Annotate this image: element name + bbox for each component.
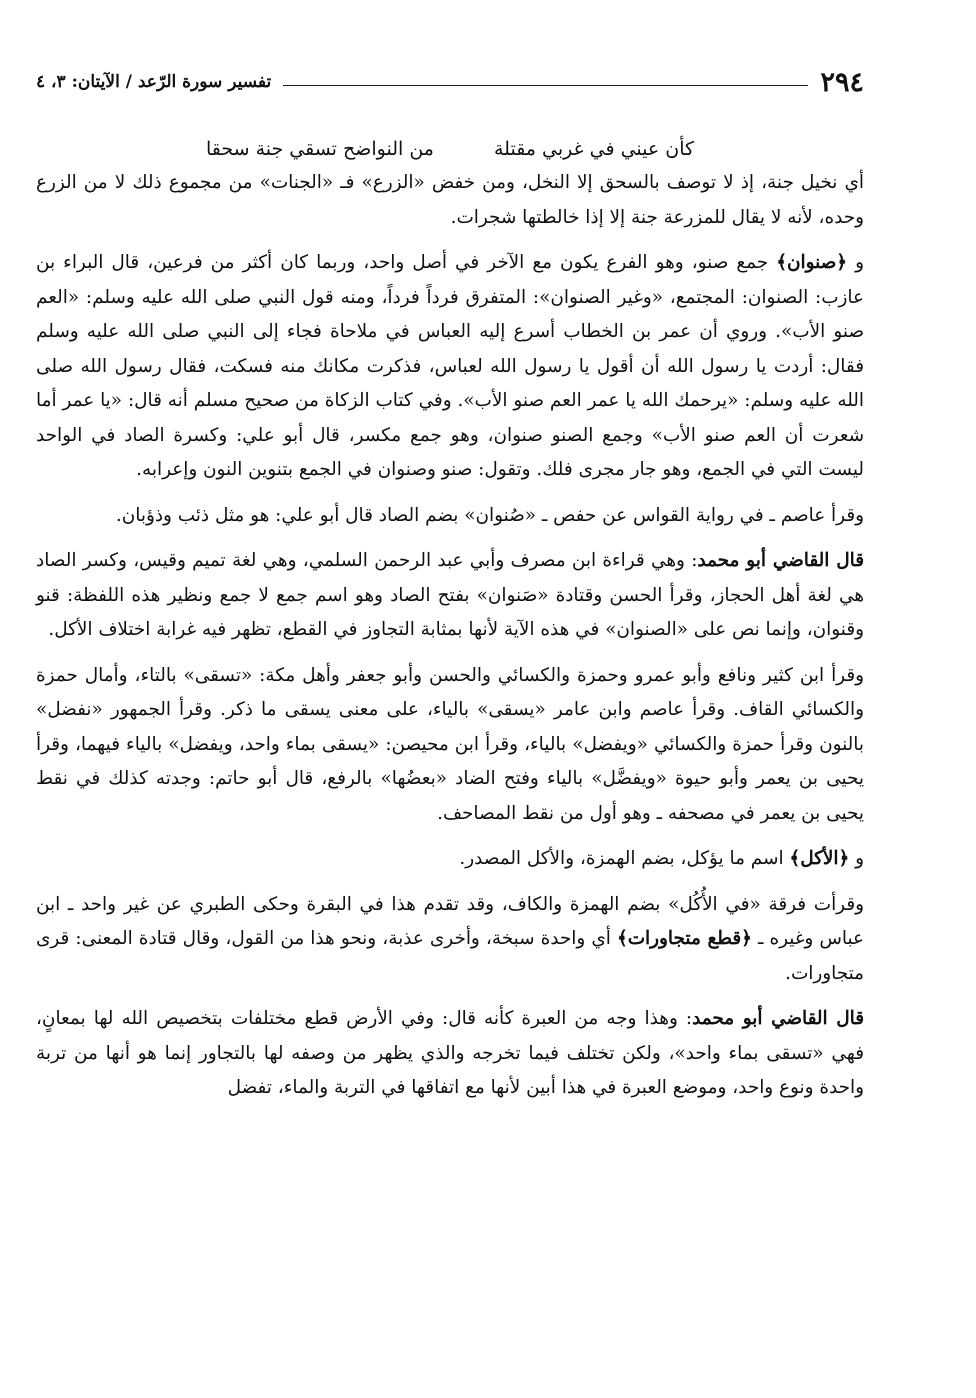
paragraph [36, 499, 864, 534]
running-title: تفسير سورة الرّعد / الآيتان: ٣، ٤ [36, 72, 272, 92]
paragraph [36, 166, 864, 235]
quran-term-qita: ﴿قطع متجاورات﴾ [616, 928, 752, 949]
text-run: و [847, 252, 864, 273]
text-run: وقرأ عاصم ـ في رواية القواس عن حفص ـ «صُنوان» بضم الصاد قال أبو علي: هو مثل ذئب وذؤبان. [115, 504, 864, 526]
text-run: اسم ما يؤكل، بضم الهمزة، والأكل المصدر. [459, 848, 790, 869]
quran-term-sinwan: ﴿صنوان﴾ [776, 252, 848, 273]
paragraph [36, 1002, 864, 1106]
verse-hemistich-second: من النواضح تسقي جنة سحقا [205, 138, 434, 160]
text-run: وقرأت فرقة «في الأُكُل» بضم الهمزة والكاف، وقد تقدم هذا في البقرة وحكى الطبري عن غير واحد ـ ابن عباس وغيره ـ [36, 893, 864, 949]
text-run: وقرأ ابن كثير ونافع وأبو عمرو وحمزة والكسائي والحسن وأبو جعفر وأهل مكة: «تسقى» بالتاء، وأمال حمزة والكسائي القاف. وقرأ عاصم وابن عامر «يسقى» بالياء، على معنى يسقى ما ذكر. وقرأ الجمهور «نفضل» بالنون وقرأ حمزة والكسائي «ويفضل» بالياء، وقرأ ابن محيصن: «يسقى بماء واحد، ويفضل» بالياء فيهما، وقرأ يحيى بن يعمر وأبو حيوة «ويفضَّل» بالياء وفتح الضاد «بعضُها» بالرفع، قال أبو حاتم: وجدته كذلك في نقط يحيى بن يعمر في مصحفه ـ وهو أول من نقط المصاحف. [36, 664, 864, 824]
quran-term-ukul: ﴿الأكل﴾ [789, 848, 850, 869]
speaker-label: قال القاضي أبو محمد [697, 550, 864, 571]
text-run: : وهي قراءة ابن مصرف وأبي عبد الرحمن السلمي، وهي لغة تميم وقيس، وكسر الصاد هي لغة أهل الحجاز، وقرأ الحسن وقتادة «صَنوان» بفتح الصاد وهو اسم جمع لا جمع ونظير هذه اللفظة: قنو وقنوان، وإنما نص على «الصنوان» في هذه الآية لأنها بمثابة التجاوز في القطع، تظهر فيه غرابة اختلاف الأكل. [36, 550, 864, 640]
text-run: جمع صنو، وهو الفرع يكون مع الآخر في أصل واحد، وربما كان أكثر من فرعين، قال البراء بن عازب: الصنوان: المجتمع، «وغير الصنوان»: المتفرق فرداً فرداً، ومنه قول النبي صلى الله عليه وسلم: «العم صنو الأب». وروي أن عمر بن الخطاب أسرع إليه العباس في ملاحاة فجاء إلى النبي صلى الله عليه وسلم فقال: أردت يا رسول الله أن أقول يا رسول الله لعباس، فذكرت مكانك منه فسكت، فقال رسول الله صلى الله عليه وسلم: «يرحمك الله يا عمر العم صنو الأب». وفي كتاب الزكاة من صحيح مسلم أنه قال: «يا عمر أما شعرت أن العم صنو الأب» وجمع الصنو صنوان، وهو جمع مكسر، قال أبو علي: وكسرة الصاد في الواحد ليست التي في الجمع، وهو جار مجرى فلك. وتقول: صنو وصنوان في الجمع بتنوين النون وإعرابه. [36, 252, 864, 480]
paragraph [36, 659, 864, 832]
text-run: أي واحدة سبخة، وأخرى عذبة، ونحو هذا من القول، وقال قتادة المعنى: قرى متجاورات. [36, 928, 864, 984]
paragraph [36, 544, 864, 648]
running-header [36, 62, 864, 102]
verse-hemistich-first: كأن عيني في غربي مقتلة [493, 138, 695, 160]
text-run: : وهذا وجه من العبرة كأنه قال: وفي الأرض قطع مختلفات بتخصيص الله لها بمعانٍ، فهي «تسقى بماء واحد»، ولكن تختلف فيما تخرجه والذي يظهر من وصفه لها بالتجاور إنما هو أنها من تربة واحدة ونوع واحد، وموضع العبرة في هذا أبين لأنها مع اتفاقها في التربة والماء، تفضل [36, 1008, 864, 1098]
commentary-body [36, 166, 864, 1106]
text-run: أي نخيل جنة، إذ لا توصف بالسحق إلا النخل، ومن خفض «الزرع» فـ «الجنات» من مجموع ذلك لا من الزرع وحده، لأنه لا يقال للمزرعة جنة إلا إذا خالطتها شجرات. [36, 172, 864, 228]
text-run: و [849, 848, 864, 869]
header-rule [283, 85, 808, 86]
paragraph [36, 888, 864, 992]
paragraph [36, 246, 864, 488]
speaker-label: قال القاضي أبو محمد [692, 1008, 865, 1029]
page-number: ٢٩٤ [820, 66, 864, 98]
paragraph [36, 842, 864, 877]
poetry-verse [36, 138, 864, 160]
